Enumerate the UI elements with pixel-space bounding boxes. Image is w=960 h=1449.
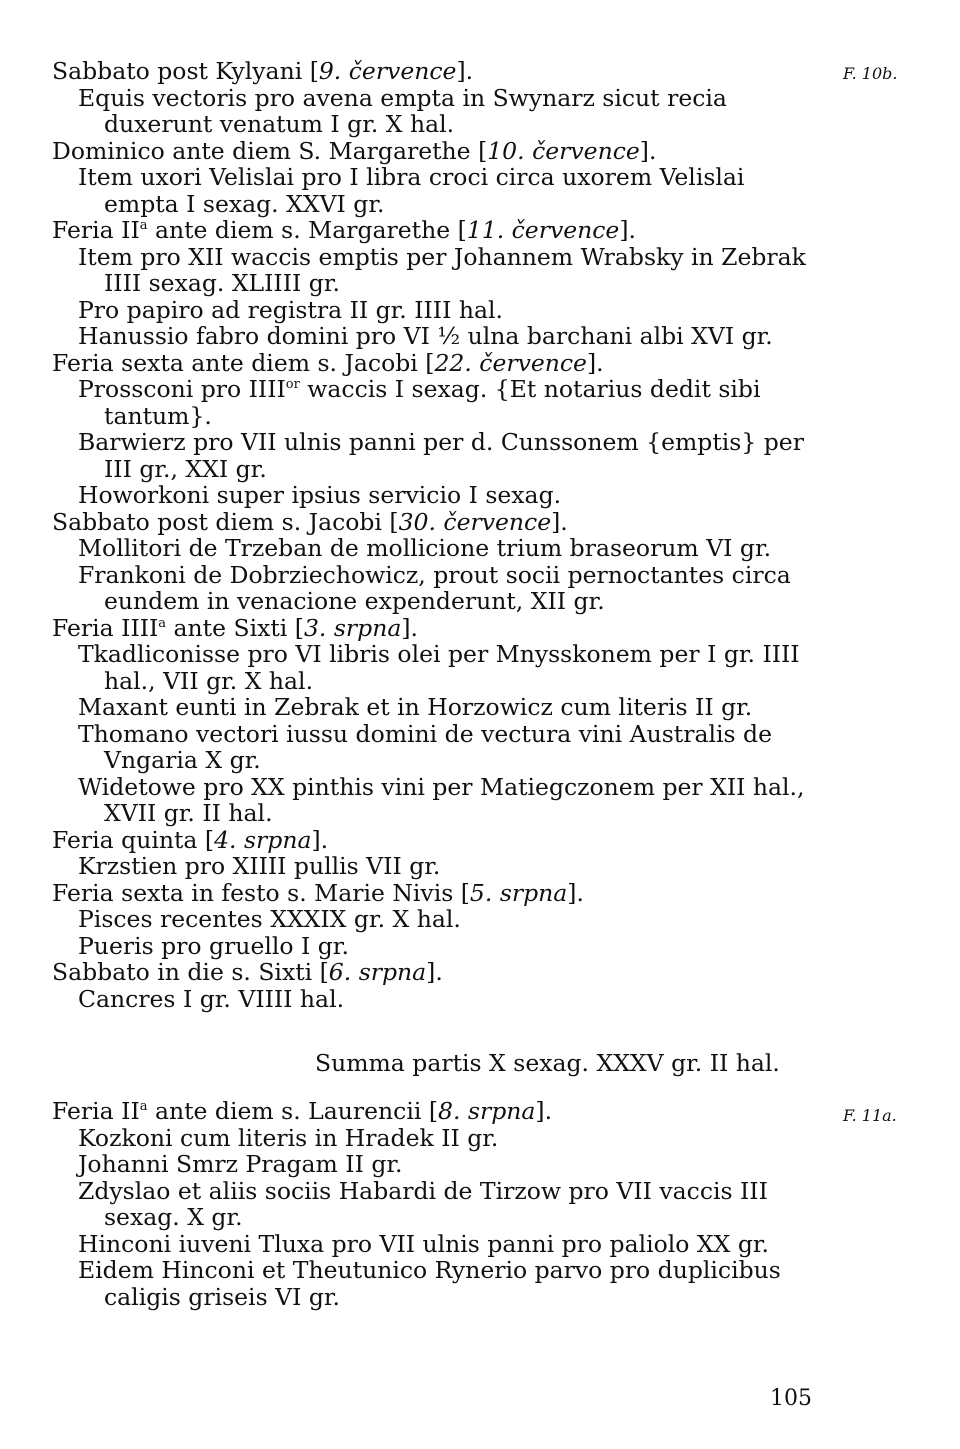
folio-marker: F. 10b. [843, 64, 898, 83]
expense-entry: Cancres I gr. VIIII hal. [78, 984, 345, 1013]
date-heading: Feria $II^a$ ante diem s. Margarethe [11. července]. [52, 216, 636, 244]
account-section [52, 58, 812, 1012]
expense-entry: Zdyslao et aliis sociis Habardi de Tirzow pro VII vaccis III sexag. X gr. [78, 1176, 768, 1231]
expense-entry: Eidem Hinconi et Theutunico Rynerio parvo pro duplicibus caligis griseis VI gr. [78, 1256, 781, 1311]
expense-entry: Prossconi pro $IIII^{or}$ waccis I sexag. {Et notarius dedit sibi tantum}. [78, 375, 761, 430]
expense-entry: Hinconi iuveni Tluxa pro VII ulnis panni pro paliolo XX gr. [78, 1229, 769, 1258]
account-section [52, 1098, 812, 1310]
expense-entry: Tkadliconisse pro VI libris olei per Mnysskonem per I gr. IIII hal., VII gr. X hal. [78, 640, 800, 695]
expense-entry: Thomano vectori iussu domini de vectura vini Australis de Vngaria X gr. [78, 719, 772, 774]
date-heading: Feria IIII$^a$ ante Sixti [3. srpna]. [52, 613, 418, 642]
date-heading: Feria quinta [4. srpna]. [52, 825, 329, 854]
expense-entry: Barwierz pro VII ulnis panni per d. Cunssonem {emptis} per III gr., XXI gr. [78, 428, 804, 483]
expense-entry: Widetowe pro XX pinthis vini per Matiegczonem per XII hal., XVII gr. II hal. [78, 772, 805, 827]
date-heading: Feria sexta ante diem s. Jacobi [22. července]. [52, 348, 604, 377]
expense-entry: Hanussio fabro domini pro VI ½ ulna barchani albi XVI gr. [78, 322, 773, 350]
expense-entry: Equis vectoris pro avena empta in Swynarz sicut recia duxerunt venatum I gr. X hal. [78, 83, 727, 138]
expense-entry: Mollitori de Trzeban de mollicione trium braseorum VI gr. [78, 534, 772, 562]
date-heading: Sabbato post diem s. Jacobi [30. července]. [52, 507, 568, 536]
expense-entry: Pro papiro ad registra II gr. IIII hal. [78, 295, 503, 324]
page-number: 105 [770, 1386, 812, 1411]
date-heading: Feria sexta in festo s. Marie Nivis [5. srpna]. [52, 878, 584, 907]
expense-entry: Frankoni de Dobrziechowicz, prout socii pernoctantes circa eundem in venacione expenderunt, XII gr. [78, 560, 791, 615]
date-heading: Sabbato in die s. Sixti [6. srpna]. [52, 958, 443, 986]
expense-entry: Johanni Smrz Pragam II gr. [78, 1150, 403, 1178]
expense-entry: Pueris pro gruello I gr. [78, 931, 349, 960]
section-total: Summa partis X sexag. XXXV gr. II hal. [315, 1049, 780, 1077]
date-heading: Dominico ante diem S. Margarethe [10. července]. [52, 136, 657, 165]
date-heading: Feria $II^a$ ante diem s. Laurencii [8. srpna]. [52, 1097, 553, 1125]
expense-entry: Kozkoni cum literis in Hradek II gr. [78, 1123, 499, 1152]
expense-entry: Maxant eunti in Zebrak et in Horzowicz cum literis II gr. [78, 693, 753, 721]
expense-entry: Item pro XII waccis emptis per Johannem Wrabsky in Zebrak IIII sexag. XLIIII gr. [78, 242, 806, 297]
expense-entry: Krzstien pro XIIII pullis VII gr. [78, 852, 441, 880]
expense-entry: Howorkoni super ipsius servicio I sexag. [78, 481, 562, 509]
date-heading: Sabbato post Kylyani [9. července]. [52, 57, 474, 85]
folio-marker: F. 11a. [843, 1106, 897, 1125]
expense-entry: Pisces recentes XXXIX gr. X hal. [78, 905, 461, 933]
expense-entry: Item uxori Velislai pro I libra croci circa uxorem Velislai empta I sexag. XXVI gr. [78, 163, 745, 218]
